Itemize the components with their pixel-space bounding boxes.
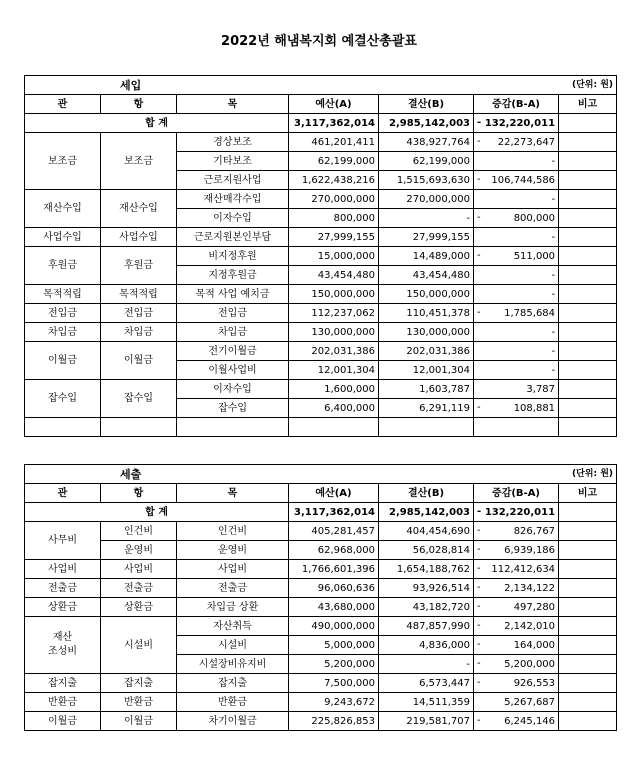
hang-cell: 목적적립 (101, 285, 177, 304)
diff-cell (474, 304, 559, 323)
diff-value: 132,220,011 (484, 506, 556, 518)
diff-value: - (551, 269, 556, 281)
total-budget: 3,117,362,014 (289, 114, 379, 133)
settlement-cell: 1,654,188,762 (379, 560, 474, 579)
diff-sign: - (477, 136, 481, 147)
note-cell (559, 266, 617, 285)
budget-cell: 5,000,000 (289, 636, 379, 655)
mok-cell: 기타보조 (177, 152, 289, 171)
diff-value: 800,000 (513, 212, 556, 224)
mok-cell: 차입금 상환 (177, 598, 289, 617)
settlement-cell: 6,573,447 (379, 674, 474, 693)
diff-cell (474, 171, 559, 190)
diff-value: - (551, 364, 556, 376)
settlement-cell: 93,926,514 (379, 579, 474, 598)
hang-cell: 상환금 (101, 598, 177, 617)
settlement-cell: 62,199,000 (379, 152, 474, 171)
budget-cell: 6,400,000 (289, 399, 379, 418)
mok-cell: 인건비 (177, 522, 289, 541)
budget-cell: 405,281,457 (289, 522, 379, 541)
diff-cell (474, 617, 559, 636)
hang-cell: 인건비 (101, 522, 177, 541)
mok-cell: 이자수입 (177, 209, 289, 228)
diff-value: - (551, 155, 556, 167)
page-title: 2022년 해냄복지회 예결산총괄표 (221, 34, 417, 49)
gwan-cell: 사업수입 (25, 228, 101, 247)
note-cell (559, 247, 617, 266)
blank-cell (474, 418, 559, 437)
budget-cell: 461,201,411 (289, 133, 379, 152)
diff-cell (474, 712, 559, 731)
diff-cell (474, 209, 559, 228)
diff-sign: - (477, 601, 481, 612)
gwan-cell: 재산수입 (25, 190, 101, 228)
mok-cell: 근로지원본인부담 (177, 228, 289, 247)
table-row (25, 598, 617, 617)
gwan-cell: 상환금 (25, 598, 101, 617)
diff-cell (474, 380, 559, 399)
mok-cell: 전입금 (177, 304, 289, 323)
settlement-cell: 130,000,000 (379, 323, 474, 342)
mok-cell: 이월사업비 (177, 361, 289, 380)
diff-cell (474, 541, 559, 560)
note-cell (559, 304, 617, 323)
table-row (25, 579, 617, 598)
note-cell (559, 712, 617, 731)
col-header-diff: 증감(B-A) (474, 95, 559, 114)
diff-cell (474, 133, 559, 152)
table-row (25, 133, 617, 152)
total-budget: 3,117,362,014 (289, 503, 379, 522)
gwan-cell: 이월금 (25, 342, 101, 380)
note-cell (559, 655, 617, 674)
diff-cell (474, 693, 559, 712)
diff-cell (474, 579, 559, 598)
mok-cell: 지정후원금 (177, 266, 289, 285)
diff-sign: - (477, 212, 481, 223)
diff-sign: - (477, 250, 481, 261)
hang-cell: 잡수입 (101, 380, 177, 418)
note-cell (559, 228, 617, 247)
diff-sign: - (477, 307, 481, 318)
note-cell (559, 560, 617, 579)
gwan-cell: 전출금 (25, 579, 101, 598)
budget-cell: 112,237,062 (289, 304, 379, 323)
mok-cell: 사업비 (177, 560, 289, 579)
settlement-cell: 202,031,386 (379, 342, 474, 361)
col-header-gwan: 관 (25, 484, 101, 503)
diff-value: 164,000 (513, 639, 556, 651)
hang-cell: 전입금 (101, 304, 177, 323)
diff-cell (474, 266, 559, 285)
col-header-mok: 목 (177, 95, 289, 114)
col-header-hang: 항 (101, 95, 177, 114)
section-label: 세출 (25, 465, 559, 484)
diff-sign: - (477, 582, 481, 593)
hang-cell: 이월금 (101, 712, 177, 731)
unit-label: (단위: 원) (559, 465, 617, 484)
mok-cell: 근로지원사업 (177, 171, 289, 190)
budget-cell: 12,001,304 (289, 361, 379, 380)
diff-sign: - (477, 506, 482, 517)
settlement-cell: 14,511,359 (379, 693, 474, 712)
table-row (25, 522, 617, 541)
table-row (25, 712, 617, 731)
hang-cell: 후원금 (101, 247, 177, 285)
gwan-cell: 잡지출 (25, 674, 101, 693)
gwan-cell: 잡수입 (25, 380, 101, 418)
mok-cell: 차기이월금 (177, 712, 289, 731)
table-row (25, 323, 617, 342)
hang-cell: 사업수입 (101, 228, 177, 247)
diff-cell (474, 323, 559, 342)
blank-cell (25, 418, 101, 437)
mok-cell: 비지정후원 (177, 247, 289, 266)
table-row (25, 247, 617, 266)
table-row (25, 541, 617, 560)
expense-table-body (25, 465, 617, 731)
section-header-row (25, 465, 617, 484)
blank-row (25, 418, 617, 437)
diff-sign: - (477, 639, 481, 650)
col-header-hang: 항 (101, 484, 177, 503)
diff-cell (474, 361, 559, 380)
note-cell (559, 598, 617, 617)
note-cell (559, 285, 617, 304)
settlement-cell: 438,927,764 (379, 133, 474, 152)
settlement-cell: 150,000,000 (379, 285, 474, 304)
budget-cell: 130,000,000 (289, 323, 379, 342)
budget-cell: 270,000,000 (289, 190, 379, 209)
settlement-cell: 270,000,000 (379, 190, 474, 209)
budget-cell: 490,000,000 (289, 617, 379, 636)
budget-cell: 7,500,000 (289, 674, 379, 693)
mok-cell: 반환금 (177, 693, 289, 712)
diff-value: 926,553 (513, 677, 556, 689)
diff-cell (474, 285, 559, 304)
diff-value: 112,412,634 (491, 563, 556, 575)
hang-cell: 재산수입 (101, 190, 177, 228)
note-cell (559, 190, 617, 209)
diff-value: - (551, 326, 556, 338)
table-row (25, 674, 617, 693)
diff-value: - (551, 288, 556, 300)
diff-value: 1,785,684 (504, 307, 556, 319)
diff-value: 3,787 (526, 383, 556, 395)
gwan-cell: 보조금 (25, 133, 101, 190)
hang-cell: 이월금 (101, 342, 177, 380)
diff-value: 5,267,687 (504, 696, 556, 708)
budget-cell: 43,680,000 (289, 598, 379, 617)
budget-cell: 1,622,438,216 (289, 171, 379, 190)
diff-value: - (551, 345, 556, 357)
budget-cell: 62,199,000 (289, 152, 379, 171)
settlement-cell: 487,857,990 (379, 617, 474, 636)
unit-label: (단위: 원) (559, 76, 617, 95)
hang-cell: 잡지출 (101, 674, 177, 693)
budget-cell: 150,000,000 (289, 285, 379, 304)
settlement-cell: 110,451,378 (379, 304, 474, 323)
settlement-cell: 1,603,787 (379, 380, 474, 399)
diff-cell (474, 655, 559, 674)
col-header-diff: 증감(B-A) (474, 484, 559, 503)
note-cell (559, 541, 617, 560)
mok-cell: 차입금 (177, 323, 289, 342)
note-cell (559, 503, 617, 522)
income-table-body (25, 76, 617, 437)
section-label: 세입 (25, 76, 559, 95)
note-cell (559, 152, 617, 171)
table-row (25, 617, 617, 636)
diff-value: 22,273,647 (497, 136, 556, 148)
settlement-cell: 27,999,155 (379, 228, 474, 247)
hang-cell: 차입금 (101, 323, 177, 342)
diff-cell (474, 636, 559, 655)
diff-cell (474, 152, 559, 171)
diff-sign: - (477, 563, 481, 574)
diff-sign: - (477, 544, 481, 555)
mok-cell: 운영비 (177, 541, 289, 560)
gwan-cell: 사업비 (25, 560, 101, 579)
note-cell (559, 361, 617, 380)
diff-value: 106,744,586 (491, 174, 556, 186)
diff-sign: - (477, 620, 481, 631)
diff-cell (474, 247, 559, 266)
hang-cell: 운영비 (101, 541, 177, 560)
table-row (25, 380, 617, 399)
note-cell (559, 522, 617, 541)
gwan-cell: 차입금 (25, 323, 101, 342)
table-row (25, 190, 617, 209)
gwan-cell: 목적적립 (25, 285, 101, 304)
col-header-note: 비고 (559, 484, 617, 503)
blank-cell (289, 418, 379, 437)
settlement-cell: 12,001,304 (379, 361, 474, 380)
table-row (25, 285, 617, 304)
note-cell (559, 209, 617, 228)
hang-cell: 보조금 (101, 133, 177, 190)
diff-cell (474, 598, 559, 617)
hang-cell: 사업비 (101, 560, 177, 579)
note-cell (559, 114, 617, 133)
total-label: 합 계 (25, 503, 289, 522)
diff-value: 2,134,122 (504, 582, 556, 594)
table-row (25, 560, 617, 579)
diff-cell (474, 342, 559, 361)
note-cell (559, 323, 617, 342)
diff-value: 132,220,011 (484, 117, 556, 129)
settlement-cell: 43,454,480 (379, 266, 474, 285)
note-cell (559, 380, 617, 399)
blank-cell (177, 418, 289, 437)
note-cell (559, 636, 617, 655)
diff-sign: - (477, 402, 481, 413)
total-label: 합 계 (25, 114, 289, 133)
table-row (25, 304, 617, 323)
total-row (25, 503, 617, 522)
mok-cell: 잡지출 (177, 674, 289, 693)
mok-cell: 시설비 (177, 636, 289, 655)
blank-cell (559, 418, 617, 437)
diff-cell (474, 190, 559, 209)
diff-value: 826,767 (513, 525, 556, 537)
diff-value: 511,000 (513, 250, 556, 262)
column-header-row (25, 95, 617, 114)
col-header-settlement: 결산(B) (379, 484, 474, 503)
diff-cell (474, 674, 559, 693)
diff-value: 2,142,010 (504, 620, 556, 632)
note-cell (559, 399, 617, 418)
diff-value: 5,200,000 (504, 658, 556, 670)
settlement-cell: 219,581,707 (379, 712, 474, 731)
section-header-row (25, 76, 617, 95)
col-header-note: 비고 (559, 95, 617, 114)
diff-cell (474, 228, 559, 247)
col-header-gwan: 관 (25, 95, 101, 114)
note-cell (559, 342, 617, 361)
diff-value: - (551, 193, 556, 205)
diff-cell (474, 503, 559, 522)
budget-cell: 225,826,853 (289, 712, 379, 731)
mok-cell: 경상보조 (177, 133, 289, 152)
budget-cell: 43,454,480 (289, 266, 379, 285)
gwan-cell: 이월금 (25, 712, 101, 731)
diff-value: - (551, 231, 556, 243)
total-row (25, 114, 617, 133)
col-header-mok: 목 (177, 484, 289, 503)
gwan-cell: 전입금 (25, 304, 101, 323)
total-settlement: 2,985,142,003 (379, 114, 474, 133)
mok-cell: 잡수입 (177, 399, 289, 418)
mok-cell: 전출금 (177, 579, 289, 598)
budget-cell: 202,031,386 (289, 342, 379, 361)
diff-value: 6,245,146 (504, 715, 556, 727)
total-settlement: 2,985,142,003 (379, 503, 474, 522)
note-cell (559, 133, 617, 152)
diff-sign: - (477, 525, 481, 536)
mok-cell: 이자수입 (177, 380, 289, 399)
blank-cell (379, 418, 474, 437)
diff-cell (474, 522, 559, 541)
hang-cell: 전출금 (101, 579, 177, 598)
col-header-settlement: 결산(B) (379, 95, 474, 114)
table-row (25, 342, 617, 361)
mok-cell: 전기이월금 (177, 342, 289, 361)
diff-cell (474, 114, 559, 133)
settlement-cell: 6,291,119 (379, 399, 474, 418)
mok-cell: 재산매각수입 (177, 190, 289, 209)
diff-sign: - (477, 658, 481, 669)
settlement-cell: - (379, 209, 474, 228)
note-cell (559, 693, 617, 712)
mok-cell: 시설장비유지비 (177, 655, 289, 674)
budget-cell: 15,000,000 (289, 247, 379, 266)
budget-cell: 1,600,000 (289, 380, 379, 399)
note-cell (559, 674, 617, 693)
diff-cell (474, 399, 559, 418)
budget-cell: 1,766,601,396 (289, 560, 379, 579)
budget-cell: 62,968,000 (289, 541, 379, 560)
diff-sign: - (477, 677, 481, 688)
table-row (25, 228, 617, 247)
budget-cell: 800,000 (289, 209, 379, 228)
gwan-cell: 사무비 (25, 522, 101, 560)
table-row (25, 693, 617, 712)
blank-cell (101, 418, 177, 437)
budget-cell: 27,999,155 (289, 228, 379, 247)
hang-cell: 시설비 (101, 617, 177, 674)
diff-value: 6,939,186 (504, 544, 556, 556)
diff-value: 108,881 (513, 402, 556, 414)
settlement-cell: 43,182,720 (379, 598, 474, 617)
diff-sign: - (477, 117, 482, 128)
budget-cell: 9,243,672 (289, 693, 379, 712)
gwan-cell: 후원금 (25, 247, 101, 285)
diff-cell (474, 560, 559, 579)
diff-sign: - (477, 715, 481, 726)
note-cell (559, 617, 617, 636)
settlement-cell: 4,836,000 (379, 636, 474, 655)
col-header-budget: 예산(A) (289, 484, 379, 503)
diff-value: 497,280 (513, 601, 556, 613)
mok-cell: 자산취득 (177, 617, 289, 636)
gwan-cell: 반환금 (25, 693, 101, 712)
mok-cell: 목적 사업 예치금 (177, 285, 289, 304)
gwan-cell: 재산 조성비 (25, 617, 101, 674)
diff-sign: - (477, 174, 481, 185)
hang-cell: 반환금 (101, 693, 177, 712)
settlement-cell: - (379, 655, 474, 674)
settlement-cell: 1,515,693,630 (379, 171, 474, 190)
budget-cell: 5,200,000 (289, 655, 379, 674)
settlement-cell: 404,454,690 (379, 522, 474, 541)
col-header-budget: 예산(A) (289, 95, 379, 114)
note-cell (559, 579, 617, 598)
settlement-cell: 14,489,000 (379, 247, 474, 266)
note-cell (559, 171, 617, 190)
settlement-cell: 56,028,814 (379, 541, 474, 560)
budget-cell: 96,060,636 (289, 579, 379, 598)
column-header-row (25, 484, 617, 503)
income-table (24, 75, 617, 437)
expense-table (24, 464, 617, 731)
